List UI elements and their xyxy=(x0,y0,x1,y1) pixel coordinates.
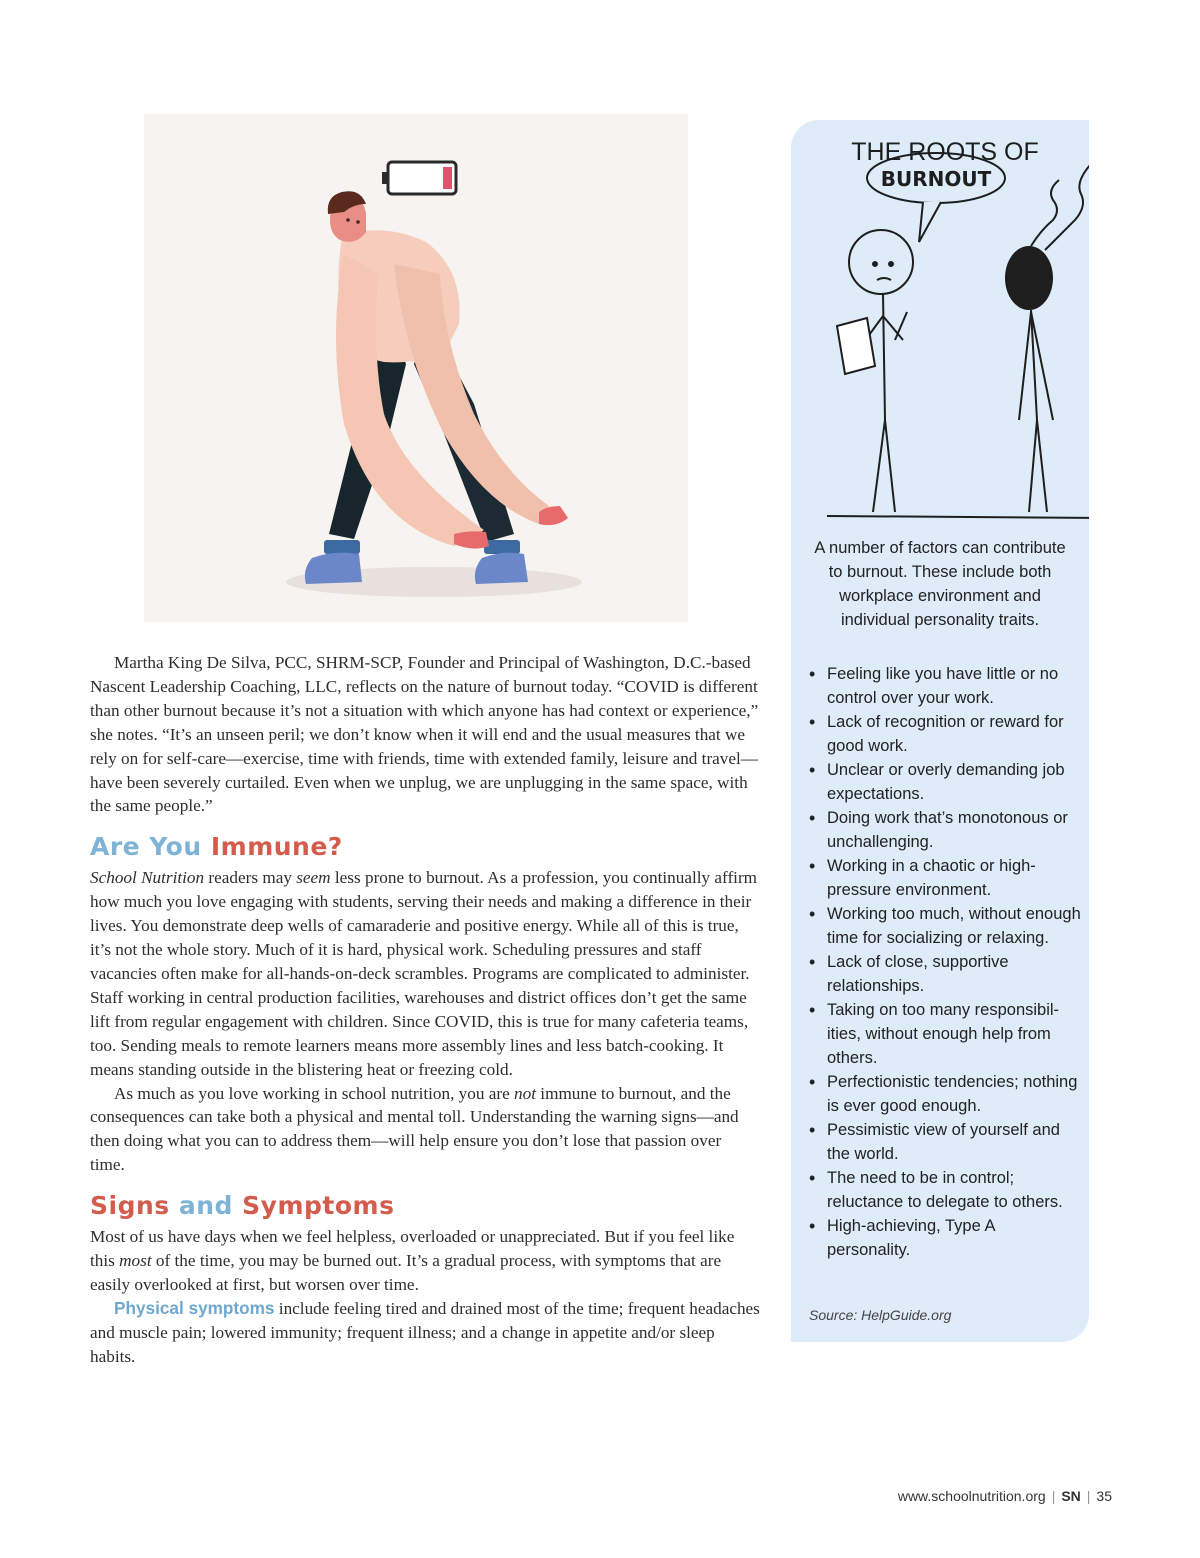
paragraph-signs xyxy=(90,1225,760,1297)
footer-brand: SN xyxy=(1061,1488,1081,1504)
heading-part: Immune? xyxy=(210,832,343,862)
sidebar-intro: A number of factors can contribute to burnout. These include both workplace environment and individual personality traits. xyxy=(814,539,1066,629)
emphasis: not xyxy=(514,1083,536,1103)
paragraph-intro: Martha King De Silva, PCC, SHRM-SCP, Founder and Principal of Washington, D.C.-based Nascent Leadership Coaching, LLC, reflects on the nature of burnout today. “COVID is different than other burnout because it’s not a situation with which anyone has had context or experience,” she notes. “It’s an unseen peril; we don’t know when it will end and the usual measures that we rely on for self-care—exercise, time with friends, time with extended family, leisure and travel—have been severely curtailed. Even when we unplug, we are unplugging in the same space, with the same people.” xyxy=(90,653,759,816)
text-run: include feeling tired and drained most of the time; frequent headaches and muscle pain; lowered immunity; frequent illness; and a change in appetite and/or sleep habits. xyxy=(90,1298,760,1366)
list-item: • Working too much, without enough time for socializing or relaxing. xyxy=(809,902,1081,950)
footer-separator: | xyxy=(1051,1488,1056,1504)
hero-illustration xyxy=(144,114,688,622)
text-run: readers may xyxy=(204,868,297,888)
list-item: • Perfectionistic tendencies; nothing is ever good enough. xyxy=(809,1070,1081,1118)
sidebar-source: Source: HelpGuide.org xyxy=(809,1307,952,1323)
heading-part: and xyxy=(178,1191,233,1221)
tired-head xyxy=(328,191,366,242)
left-shoe xyxy=(305,553,362,584)
list-item: • Lack of close, supportive relationships. xyxy=(809,950,1081,998)
heading-part: Signs xyxy=(90,1191,170,1221)
text-run: less prone to burnout. As a profession, you continually affirm how much you love engaging with students, serving their needs and making a difference in their lives. You demonstrate deep wells of camaraderie and positive energy. While all of this is true, it’s not the whole story. Much of it is hard, physical work. Scheduling pressures and staff vacancies often make for all-hands-on-deck scrambles. Programs are complicated to administer. Staff working in central production facilities, warehouses and district offices don’t get the same lift from regular engagement with children. Since COVID, this is true for many cafeteria teams, too. Sending meals to remote learners means more assembly lines and less batch-cooking. It means standing outside in the blistering heat or freezing cold. xyxy=(90,868,758,1079)
text-run: Most of us have days when we feel helpless, overloaded or unappreciated. But if you feel like this xyxy=(90,1227,735,1271)
list-item: • Feeling like you have little or no control over your work. xyxy=(809,662,1081,710)
text-run: of the time, you may be burned out. It’s a gradual process, with symptoms that are easily overlooked at first, but worsen over time. xyxy=(90,1251,722,1294)
heading-are-you-immune xyxy=(90,832,760,862)
emphasis: most xyxy=(119,1251,152,1271)
text-run: As much as you love working in school nutrition, you are xyxy=(114,1083,515,1103)
article-body xyxy=(90,651,760,1369)
footer-url[interactable]: www.schoolnutrition.org xyxy=(897,1488,1046,1504)
paragraph-physical-symptoms xyxy=(90,1297,760,1369)
list-item: • High-achieving, Type A personality. xyxy=(809,1214,1081,1262)
low-battery-icon xyxy=(382,162,456,194)
heading-part: Symptoms xyxy=(242,1191,395,1221)
list-item: • Unclear or overly demanding job expectations. xyxy=(809,758,1081,806)
stick-figure-cartoon xyxy=(791,120,1089,530)
list-item: • The need to be in control; reluctance to delegate to others. xyxy=(809,1166,1081,1214)
paragraph-immune xyxy=(90,866,760,1081)
stick-figure-worried xyxy=(837,230,913,512)
page-footer xyxy=(898,1488,1112,1504)
sidebar-title: THE ROOTS OF xyxy=(851,138,1039,166)
list-item: • Working in a chaotic or high-pressure environment. xyxy=(809,854,1081,902)
paragraph-not-immune xyxy=(90,1082,760,1178)
emphasis: seem xyxy=(296,868,331,888)
right-shoe xyxy=(475,553,528,584)
burnout-factors-list xyxy=(809,662,1081,1262)
list-item: • Lack of recognition or reward for good work. xyxy=(809,710,1081,758)
list-item: • Doing work that’s monotonous or unchallenging. xyxy=(809,806,1081,854)
tired-person-illustration xyxy=(144,114,688,622)
speech-bubble-text: BURNOUT xyxy=(880,167,992,191)
highlight-physical-symptoms: Physical symptoms xyxy=(114,1297,275,1318)
heading-part: Are You xyxy=(90,832,202,862)
list-item: • Pessimistic view of yourself and the world. xyxy=(809,1118,1081,1166)
page-number: 35 xyxy=(1096,1488,1112,1504)
sidebar-roots-of-burnout xyxy=(791,120,1089,1342)
footer-separator: | xyxy=(1086,1488,1091,1504)
text-run: immune to burnout, and the consequences can take both a physical and mental toll. Understanding the warning signs—and then doing what you can to address them—will help ensure you don’t lose that passion over time. xyxy=(90,1083,739,1175)
stick-figure-burnt xyxy=(1005,164,1089,512)
heading-signs-and-symptoms xyxy=(90,1191,760,1221)
ground-line xyxy=(827,516,1089,518)
publication-name: School Nutrition xyxy=(90,868,205,888)
list-item: • Taking on too many responsibil-ities, without enough help from others. xyxy=(809,998,1081,1070)
